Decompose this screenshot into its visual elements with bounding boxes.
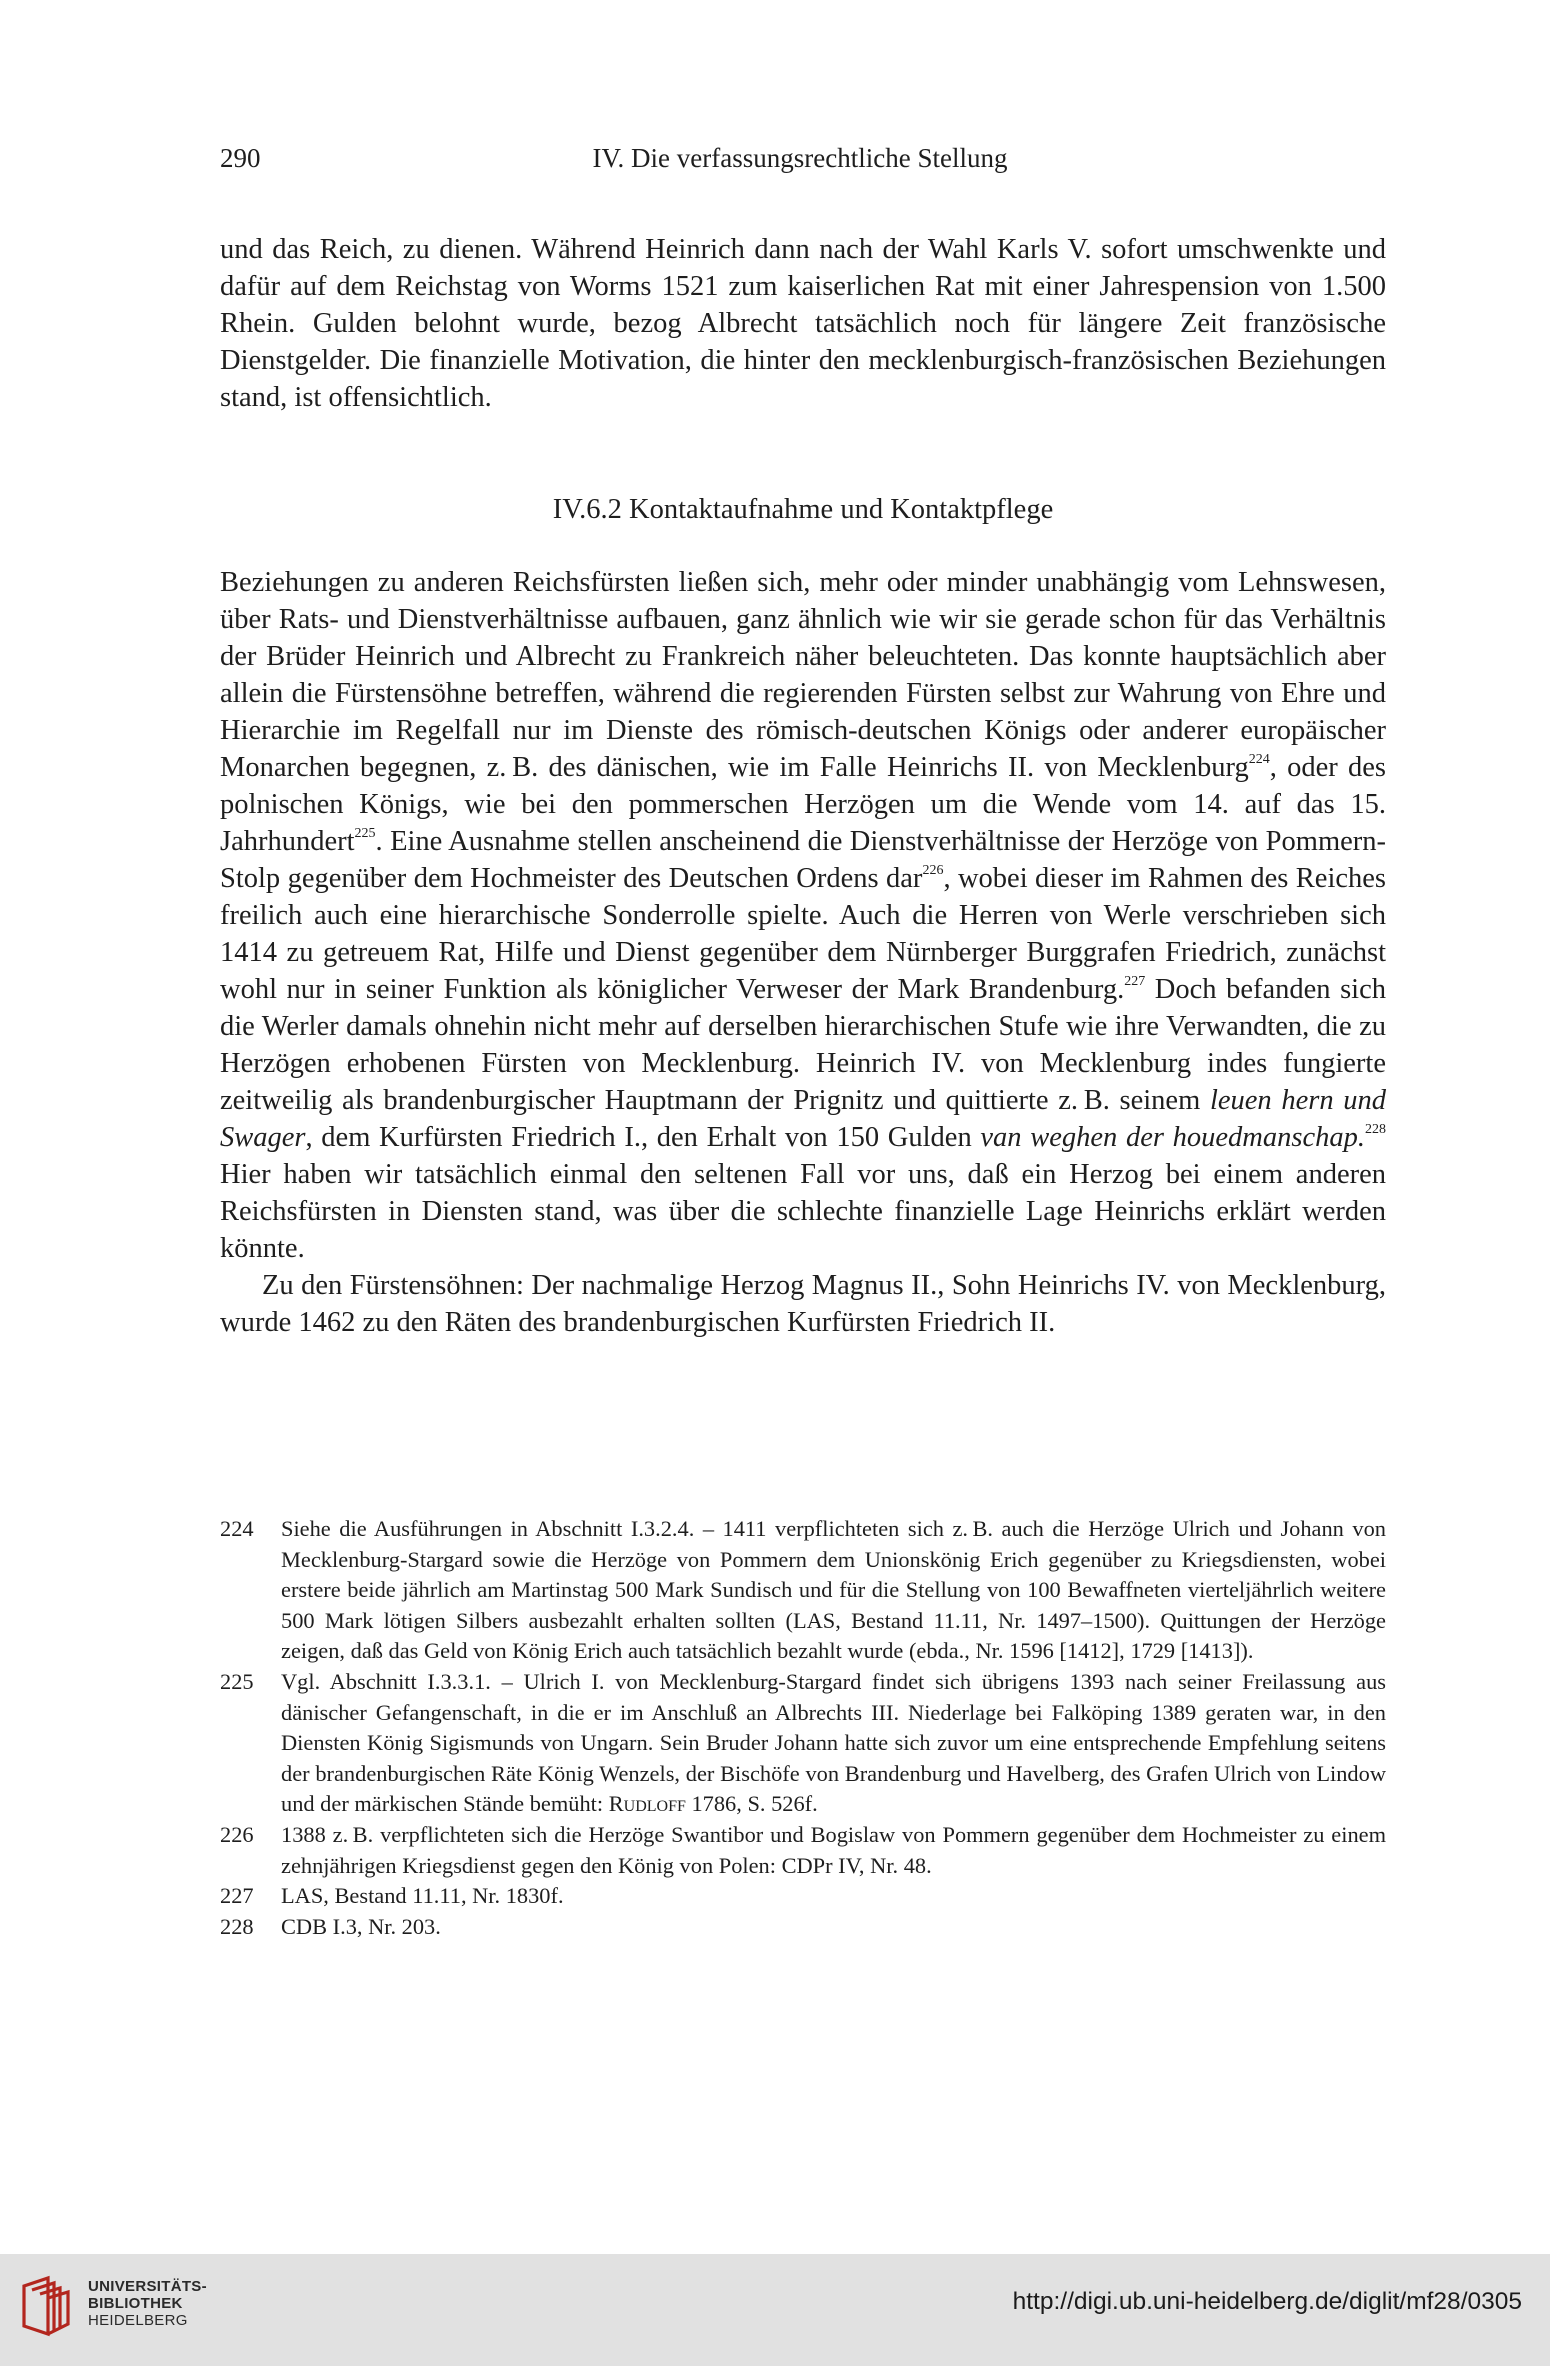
running-title: IV. Die verfassungsrechtliche Stellung xyxy=(592,143,1008,173)
continued-paragraph: und das Reich, zu dienen. Während Heinrich dann nach der Wahl Karls V. sofort umschwenkte und dafür auf dem Reichstag von Worms 1521 zum kaiserlichen Rat mit einer Jahrespension von 1.500 Rhein. Gulden belohnt wurde, bezog Albrecht tatsächlich noch für längere Zeit französische Dienstgelder. Die finanzielle Motivation, die hinter den mecklenburgisch-französischen Beziehungen stand, ist offensichtlich. xyxy=(220,234,1386,413)
footnote-ref-228[interactable]: 228 xyxy=(1365,1122,1386,1137)
footnote-number: 225 xyxy=(220,1668,254,1694)
footnote-224 xyxy=(220,1514,1386,1667)
footnote-225 xyxy=(220,1667,1386,1820)
main-text-block xyxy=(220,564,1386,1341)
footnote-228 xyxy=(220,1912,1386,1943)
footnote-number: 227 xyxy=(220,1883,254,1909)
footnote-ref-224[interactable]: 224 xyxy=(1248,752,1270,767)
text-run: Doch befanden sich die Werler damals ohnehin nicht mehr auf derselben hierarchischen Stufe wie ihre Verwandten, die zu Herzögen erhobenen Fürsten von Mecklenburg. Heinrich IV. von Mecklenburg indes fungierte zeitweilig als brandenburgischer Hauptmann der Prignitz und quittierte z. B. seinem xyxy=(220,974,1386,1116)
viewer-footer-bar xyxy=(0,2254,1550,2366)
author-name: Rudloff xyxy=(608,1791,686,1817)
text-run: , wobei dieser im Rahmen des Reiches freilich auch eine hierarchische Sonderrolle spielte. Auch die Herren von Werle verschrieben sich 1414 zu getreuem Rat, Hilfe und Dienst gegenüber dem Nürnberger Burggrafen Friedrich, zunächst wohl nur in seiner Funktion als königlicher Verweser der Mark Brandenburg. xyxy=(220,863,1386,1005)
footnote-text: Siehe die Ausführungen in Abschnitt I.3.2.4. – 1411 verpflichteten sich z. B. auch die Herzöge Ulrich und Johann von Mecklenburg-Stargard sowie die Herzöge von Pommern dem Unionskönig Erich gegenüber zu Kriegsdiensten, wobei erstere beide jährlich am Martinstag 500 Mark Sundisch und für die Stellung von 100 Bewaffneten vierteljährlich weitere 500 Mark lötigen Silbers ausbezahlt erhalten sollten (LAS, Bestand 11.11, Nr. 1497–1500). Quittungen der Herzöge zeigen, daß das Geld von König Erich auch tatsächlich bezahlt wurde (ebda., Nr. 1596 [1412], 1729 [1413]). xyxy=(281,1516,1386,1664)
library-name-line: BIBLIOTHEK xyxy=(88,2295,183,2312)
page-number: 290 xyxy=(220,143,261,173)
second-paragraph: Zu den Fürstensöhnen: Der nachmalige Herzog Magnus II., Sohn Heinrichs IV. von Mecklenburg, wurde 1462 zu den Räten des brandenburgischen Kurfürsten Friedrich II. xyxy=(220,1270,1386,1338)
text-run: Hier haben wir tatsächlich einmal den seltenen Fall vor uns, daß ein Herzog bei einem anderen Reichsfürsten in Diensten stand, was über die schlechte finanzielle Lage Heinrichs erklärt werden könnte. xyxy=(220,1159,1386,1264)
footnote-ref-226[interactable]: 226 xyxy=(922,863,944,878)
footnotes-section xyxy=(220,1514,1386,1942)
footnote-text-tail: 1786, S. 526f. xyxy=(685,1791,818,1817)
library-name xyxy=(88,2278,207,2329)
footnote-number: 228 xyxy=(220,1913,254,1939)
italic-quote: van weghen der houedmanschap. xyxy=(980,1122,1365,1153)
permalink-url[interactable]: http://digi.ub.uni-heidelberg.de/diglit/mf28/0305 xyxy=(1012,2288,1522,2315)
text-run: , dem Kurfürsten Friedrich I., den Erhalt von 150 Gulden xyxy=(305,1122,981,1153)
text-run: Beziehungen zu anderen Reichsfürsten ließen sich, mehr oder minder unabhängig vom Lehnswesen, über Rats- und Dienstverhältnisse aufbauen, ganz ähnlich wie wir sie gerade schon für das Verhältnis der Brüder Heinrich und Albrecht zu Frankreich näher beleuchteten. Das konnte hauptsächlich aber allein die Fürstensöhne betreffen, während die regierenden Fürsten selbst zur Wahrung von Ehre und Hierarchie im Regelfall nur im Dienste des römisch-deutschen Königs oder anderer europäischer Monarchen begegnen, z. B. des dänischen, wie im Falle Heinrichs II. von Mecklenburg xyxy=(220,567,1386,783)
footnote-text: 1388 z. B. verpflichteten sich die Herzöge Swantibor und Bogislaw von Pommern gegenüber dem Hochmeister zu einem zehnjährigen Kriegsdienst gegen den König von Polen: CDPr IV, Nr. 48. xyxy=(281,1821,1386,1878)
italic-quote: leuen hern und Swager xyxy=(220,1085,1386,1153)
main-paragraph xyxy=(220,564,1386,1267)
continued-paragraph-block xyxy=(220,231,1386,416)
running-header xyxy=(220,138,1380,178)
library-name-line: UNIVERSITÄTS- xyxy=(88,2278,207,2295)
footnote-number: 226 xyxy=(220,1821,254,1847)
library-name-line: HEIDELBERG xyxy=(88,2312,188,2329)
footnote-text: CDB I.3, Nr. 203. xyxy=(281,1913,441,1939)
footnote-ref-227[interactable]: 227 xyxy=(1124,974,1146,989)
text-run: , oder des polnischen Königs, wie bei den pommerschen Herzögen um die Wende vom 14. auf das 15. Jahrhundert xyxy=(220,752,1386,857)
section-heading: IV.6.2 Kontaktaufnahme und Kontaktpflege xyxy=(552,494,1054,525)
ub-heidelberg-logo-icon[interactable] xyxy=(18,2272,76,2340)
footnote-text: Vgl. Abschnitt I.3.3.1. – Ulrich I. von Mecklenburg-Stargard findet sich übrigens 1393 nach seiner Freilassung aus dänischer Gefangenschaft, in die er im Anschluß an Albrechts III. Niederlage bei Falköping 1389 geraten war, in den Diensten König Sigismunds von Ungarn. Sein Bruder Johann hatte sich zuvor um eine entsprechende Empfehlung seitens der brandenburgischen Räte König Wenzels, der Bischöfe von Brandenburg und Havelberg, des Grafen Ulrich von Lindow und der märkischen Stände bemüht: xyxy=(281,1668,1386,1817)
footnote-text: LAS, Bestand 11.11, Nr. 1830f. xyxy=(281,1883,564,1909)
text-run: . Eine Ausnahme stellen anscheinend die Dienstverhältnisse der Herzöge von Pommern-Stolp gegenüber dem Hochmeister des Deutschen Ordens dar xyxy=(220,826,1386,894)
footnote-227 xyxy=(220,1881,1386,1912)
footnote-number: 224 xyxy=(220,1516,254,1541)
footnote-ref-225[interactable]: 225 xyxy=(354,826,376,841)
footnote-226 xyxy=(220,1820,1386,1881)
